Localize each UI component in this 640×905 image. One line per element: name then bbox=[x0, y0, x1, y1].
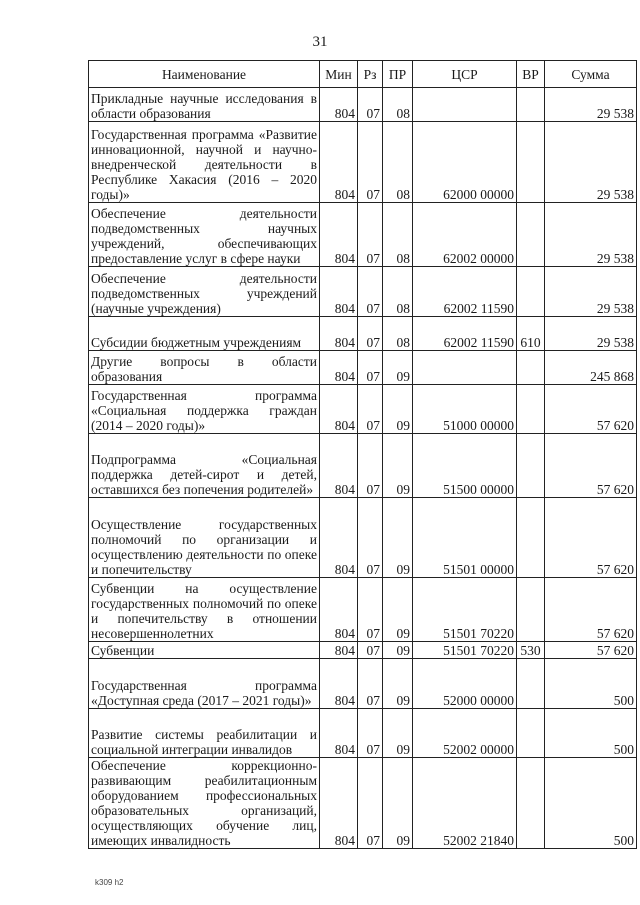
row-name: Государственная программа «Социальная поддержка граждан (2014 – 2020 годы)» bbox=[89, 385, 320, 434]
row-rz: 07 bbox=[358, 498, 383, 578]
row-pr: 09 bbox=[383, 351, 413, 385]
row-name: Другие вопросы в области образования bbox=[89, 351, 320, 385]
row-rz: 07 bbox=[358, 659, 383, 709]
row-csr: 52000 00000 bbox=[413, 659, 517, 709]
row-rz: 07 bbox=[358, 122, 383, 203]
row-sum: 500 bbox=[545, 659, 637, 709]
row-csr: 62002 11590 bbox=[413, 317, 517, 351]
row-sum: 57 620 bbox=[545, 434, 637, 498]
row-pr: 08 bbox=[383, 88, 413, 122]
header-vr: ВР bbox=[517, 61, 545, 88]
row-vr bbox=[517, 578, 545, 642]
row-vr bbox=[517, 758, 545, 849]
row-min: 804 bbox=[320, 498, 358, 578]
row-name: Субвенции на осуществление государственных полномочий по опеке и попечительству в отношении несовершеннолетних bbox=[89, 578, 320, 642]
row-name: Государственная программа «Доступная среда (2017 – 2021 годы)» bbox=[89, 659, 320, 709]
row-csr: 51501 00000 bbox=[413, 498, 517, 578]
row-csr: 51501 70220 bbox=[413, 578, 517, 642]
row-min: 804 bbox=[320, 203, 358, 267]
row-min: 804 bbox=[320, 434, 358, 498]
row-min: 804 bbox=[320, 758, 358, 849]
row-min: 804 bbox=[320, 317, 358, 351]
row-rz: 07 bbox=[358, 267, 383, 317]
row-sum: 29 538 bbox=[545, 122, 637, 203]
row-name: Осуществление государственных полномочий по организации и осуществлению деятельности по опеке и попечительству bbox=[89, 498, 320, 578]
row-min: 804 bbox=[320, 642, 358, 659]
row-name: Подпрограмма «Социальная поддержка детей-сирот и детей, оставшихся без попечения родителей» bbox=[89, 434, 320, 498]
row-csr: 62000 00000 bbox=[413, 122, 517, 203]
row-name: Обеспечение деятельности подведомственных научных учреждений, обеспечивающих предоставление услуг в сфере науки bbox=[89, 203, 320, 267]
row-rz: 07 bbox=[358, 709, 383, 758]
table-row bbox=[89, 122, 637, 203]
row-csr: 62002 11590 bbox=[413, 267, 517, 317]
row-min: 804 bbox=[320, 578, 358, 642]
row-name: Прикладные научные исследования в области образования bbox=[89, 88, 320, 122]
row-csr bbox=[413, 88, 517, 122]
row-csr: 52002 00000 bbox=[413, 709, 517, 758]
budget-table bbox=[88, 60, 637, 849]
row-min: 804 bbox=[320, 267, 358, 317]
row-min: 804 bbox=[320, 709, 358, 758]
table-row bbox=[89, 659, 637, 709]
row-name: Субвенции bbox=[89, 642, 320, 659]
row-vr bbox=[517, 709, 545, 758]
header-csr: ЦСР bbox=[413, 61, 517, 88]
table-row bbox=[89, 267, 637, 317]
row-csr: 62002 00000 bbox=[413, 203, 517, 267]
table-row bbox=[89, 498, 637, 578]
row-vr bbox=[517, 88, 545, 122]
row-vr: 530 bbox=[517, 642, 545, 659]
row-vr bbox=[517, 385, 545, 434]
row-vr: 610 bbox=[517, 317, 545, 351]
row-rz: 07 bbox=[358, 642, 383, 659]
row-vr bbox=[517, 659, 545, 709]
row-csr: 51500 00000 bbox=[413, 434, 517, 498]
row-rz: 07 bbox=[358, 434, 383, 498]
footer-code: k309 h2 bbox=[95, 878, 124, 887]
table-header-row bbox=[89, 61, 637, 88]
row-pr: 09 bbox=[383, 659, 413, 709]
table-row bbox=[89, 351, 637, 385]
row-min: 804 bbox=[320, 351, 358, 385]
row-sum: 500 bbox=[545, 709, 637, 758]
row-min: 804 bbox=[320, 659, 358, 709]
row-sum: 29 538 bbox=[545, 267, 637, 317]
row-vr bbox=[517, 267, 545, 317]
row-sum: 29 538 bbox=[545, 203, 637, 267]
row-rz: 07 bbox=[358, 385, 383, 434]
row-rz: 07 bbox=[358, 203, 383, 267]
table-row bbox=[89, 709, 637, 758]
row-min: 804 bbox=[320, 88, 358, 122]
table-row bbox=[89, 758, 637, 849]
row-pr: 08 bbox=[383, 203, 413, 267]
row-pr: 09 bbox=[383, 578, 413, 642]
table-row bbox=[89, 434, 637, 498]
table-row bbox=[89, 385, 637, 434]
row-min: 804 bbox=[320, 122, 358, 203]
header-min: Мин bbox=[320, 61, 358, 88]
header-sum: Сумма bbox=[545, 61, 637, 88]
row-sum: 57 620 bbox=[545, 578, 637, 642]
row-vr bbox=[517, 351, 545, 385]
row-vr bbox=[517, 498, 545, 578]
row-sum: 29 538 bbox=[545, 317, 637, 351]
row-sum: 29 538 bbox=[545, 88, 637, 122]
table-row bbox=[89, 88, 637, 122]
row-pr: 09 bbox=[383, 709, 413, 758]
row-name: Обеспечение деятельности подведомственных учреждений (научные учреждения) bbox=[89, 267, 320, 317]
header-pr: ПР bbox=[383, 61, 413, 88]
row-sum: 500 bbox=[545, 758, 637, 849]
row-pr: 09 bbox=[383, 434, 413, 498]
row-csr: 51501 70220 bbox=[413, 642, 517, 659]
table-row bbox=[89, 317, 637, 351]
row-name: Государственная программа «Развитие инновационной, научной и научно-внедренческой деятельности в Республике Хакасия (2016 – 2020 годы)» bbox=[89, 122, 320, 203]
page-number: 31 bbox=[312, 34, 328, 50]
row-sum: 245 868 bbox=[545, 351, 637, 385]
row-vr bbox=[517, 434, 545, 498]
row-name: Обеспечение коррекционно-развивающим реабилитационным оборудованием профессиональных образовательных организаций, осуществляющих обучение лиц, имеющих инвалидность bbox=[89, 758, 320, 849]
row-pr: 09 bbox=[383, 642, 413, 659]
row-pr: 09 bbox=[383, 758, 413, 849]
row-sum: 57 620 bbox=[545, 642, 637, 659]
row-pr: 08 bbox=[383, 317, 413, 351]
table-row bbox=[89, 203, 637, 267]
row-rz: 07 bbox=[358, 758, 383, 849]
table-row bbox=[89, 578, 637, 642]
row-csr: 52002 21840 bbox=[413, 758, 517, 849]
row-name: Субсидии бюджетным учреждениям bbox=[89, 317, 320, 351]
row-pr: 08 bbox=[383, 267, 413, 317]
header-rz: Рз bbox=[358, 61, 383, 88]
row-min: 804 bbox=[320, 385, 358, 434]
row-pr: 09 bbox=[383, 385, 413, 434]
row-vr bbox=[517, 203, 545, 267]
row-rz: 07 bbox=[358, 578, 383, 642]
row-sum: 57 620 bbox=[545, 385, 637, 434]
row-sum: 57 620 bbox=[545, 498, 637, 578]
header-name: Наименование bbox=[89, 61, 320, 88]
row-rz: 07 bbox=[358, 88, 383, 122]
row-pr: 09 bbox=[383, 498, 413, 578]
row-pr: 08 bbox=[383, 122, 413, 203]
row-csr bbox=[413, 351, 517, 385]
row-vr bbox=[517, 122, 545, 203]
row-csr: 51000 00000 bbox=[413, 385, 517, 434]
row-rz: 07 bbox=[358, 317, 383, 351]
row-rz: 07 bbox=[358, 351, 383, 385]
table-row bbox=[89, 642, 637, 659]
row-name: Развитие системы реабилитации и социальной интеграции инвалидов bbox=[89, 709, 320, 758]
